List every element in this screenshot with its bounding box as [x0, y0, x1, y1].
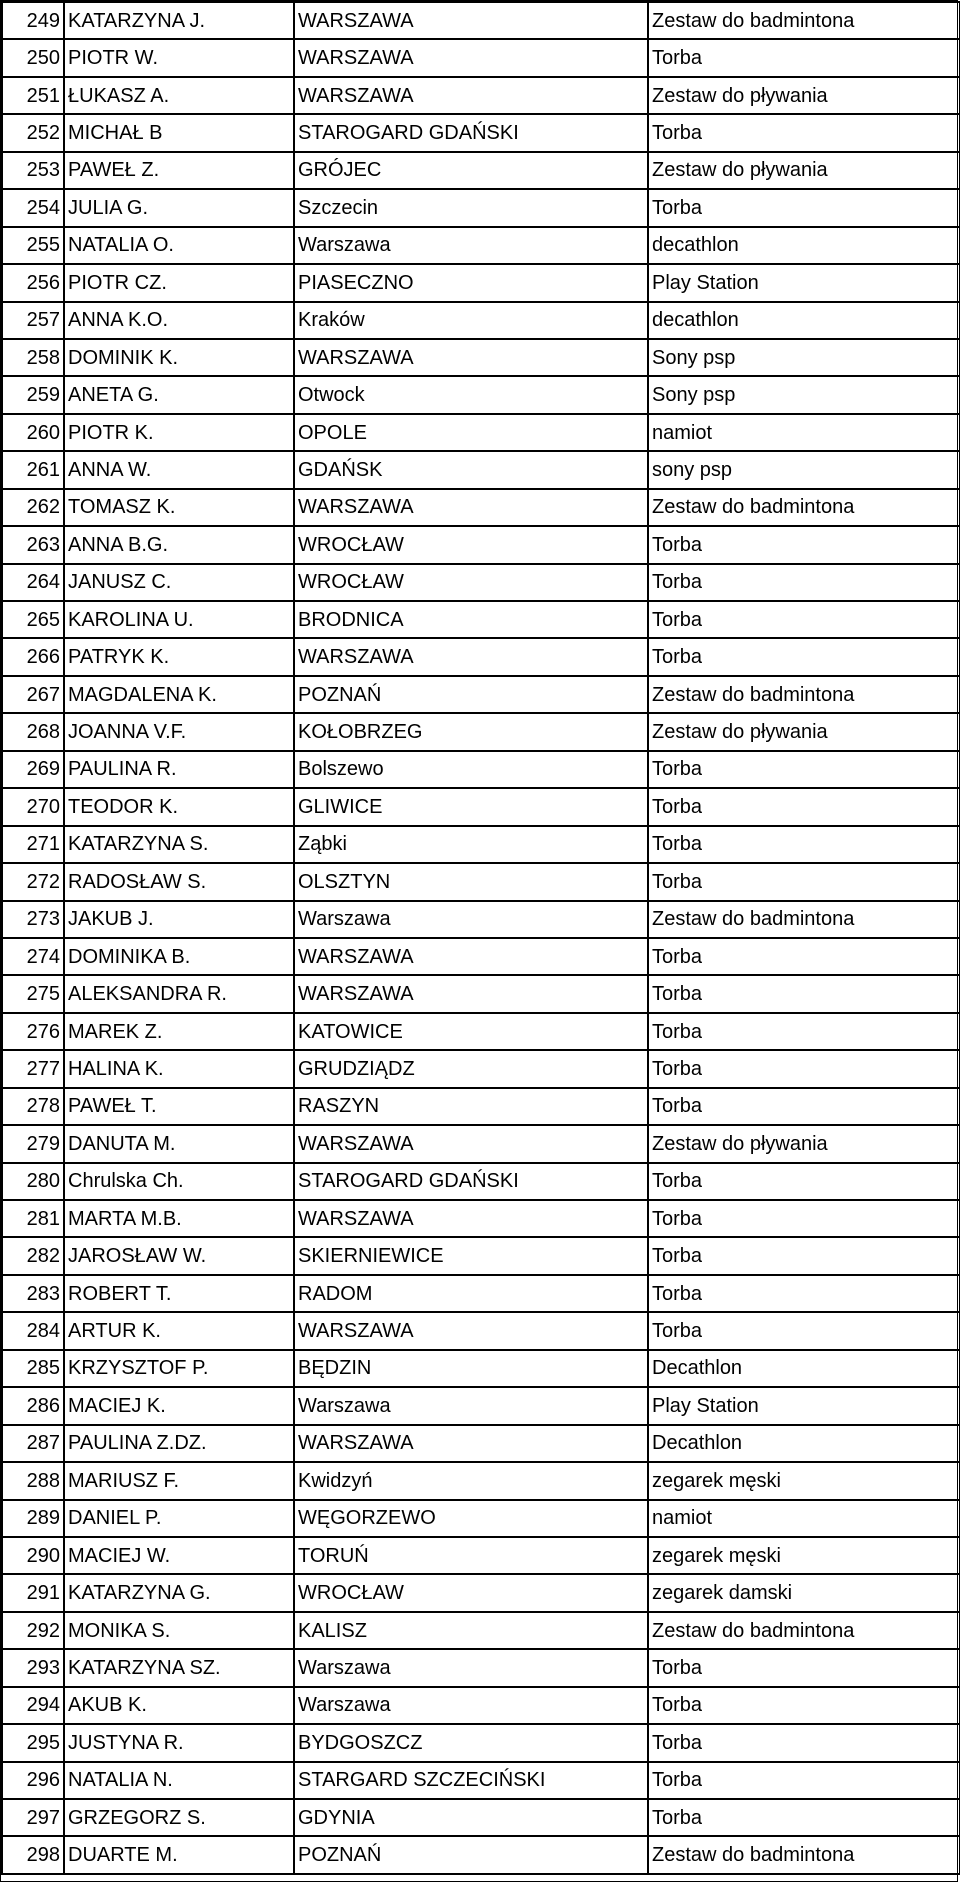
table-row — [2, 1836, 960, 1873]
city-cell: PIASECZNO — [294, 264, 648, 301]
winner-name-cell: Chrulska Ch. — [64, 1163, 294, 1200]
prize-cell: Zestaw do badmintona — [648, 489, 960, 526]
row-number-cell: 263 — [2, 526, 64, 563]
city-cell: WARSZAWA — [294, 1425, 648, 1462]
row-number-cell: 265 — [2, 601, 64, 638]
row-number-cell: 264 — [2, 564, 64, 601]
winner-name-cell: ANNA W. — [64, 451, 294, 488]
prize-cell: Play Station — [648, 1387, 960, 1424]
prize-cell: Zestaw do pływania — [648, 713, 960, 750]
table-row — [2, 1799, 960, 1836]
city-cell: Warszawa — [294, 227, 648, 264]
city-cell: TORUŃ — [294, 1537, 648, 1574]
city-cell: WARSZAWA — [294, 1125, 648, 1162]
prize-cell: Sony psp — [648, 376, 960, 413]
winner-name-cell: MAGDALENA K. — [64, 676, 294, 713]
prize-cell: Zestaw do badmintona — [648, 676, 960, 713]
prize-cell: Decathlon — [648, 1425, 960, 1462]
city-cell: WARSZAWA — [294, 1200, 648, 1237]
row-number-cell: 259 — [2, 376, 64, 413]
row-number-cell: 269 — [2, 751, 64, 788]
table-row — [2, 1125, 960, 1162]
city-cell: Warszawa — [294, 1387, 648, 1424]
table-row — [2, 1350, 960, 1387]
city-cell: BĘDZIN — [294, 1350, 648, 1387]
winner-name-cell: AKUB K. — [64, 1687, 294, 1724]
prize-cell: Torba — [648, 638, 960, 675]
row-number-cell: 293 — [2, 1649, 64, 1686]
table-row — [2, 1050, 960, 1087]
row-number-cell: 295 — [2, 1724, 64, 1761]
winner-name-cell: ALEKSANDRA R. — [64, 975, 294, 1012]
table-row — [2, 339, 960, 376]
winner-name-cell: PAWEŁ Z. — [64, 152, 294, 189]
table-row — [2, 676, 960, 713]
winner-name-cell: PIOTR K. — [64, 414, 294, 451]
city-cell: Warszawa — [294, 1649, 648, 1686]
row-number-cell: 277 — [2, 1050, 64, 1087]
table-row — [2, 451, 960, 488]
city-cell: STAROGARD GDAŃSKI — [294, 114, 648, 151]
winner-name-cell: MICHAŁ B — [64, 114, 294, 151]
city-cell: Warszawa — [294, 901, 648, 938]
winner-name-cell: PIOTR CZ. — [64, 264, 294, 301]
winner-name-cell: ANNA B.G. — [64, 526, 294, 563]
row-number-cell: 284 — [2, 1312, 64, 1349]
winner-name-cell: TOMASZ K. — [64, 489, 294, 526]
winner-name-cell: GRZEGORZ S. — [64, 1799, 294, 1836]
winner-name-cell: JANUSZ C. — [64, 564, 294, 601]
row-number-cell: 262 — [2, 489, 64, 526]
prize-cell: Torba — [648, 1724, 960, 1761]
winner-name-cell: MARTA M.B. — [64, 1200, 294, 1237]
row-number-cell: 287 — [2, 1425, 64, 1462]
prize-cell: Torba — [648, 526, 960, 563]
prize-cell: namiot — [648, 1500, 960, 1537]
table-row — [2, 638, 960, 675]
table-row — [2, 1425, 960, 1462]
city-cell: WARSZAWA — [294, 2, 648, 39]
city-cell: STAROGARD GDAŃSKI — [294, 1163, 648, 1200]
winner-name-cell: DANUTA M. — [64, 1125, 294, 1162]
table-row — [2, 1200, 960, 1237]
row-number-cell: 258 — [2, 339, 64, 376]
city-cell: BYDGOSZCZ — [294, 1724, 648, 1761]
table-row — [2, 1612, 960, 1649]
city-cell: WARSZAWA — [294, 339, 648, 376]
prize-cell: Torba — [648, 1275, 960, 1312]
city-cell: KALISZ — [294, 1612, 648, 1649]
city-cell: WARSZAWA — [294, 39, 648, 76]
winner-name-cell: ARTUR K. — [64, 1312, 294, 1349]
table-row — [2, 152, 960, 189]
city-cell: SKIERNIEWICE — [294, 1237, 648, 1274]
prize-cell: Torba — [648, 1312, 960, 1349]
city-cell: Warszawa — [294, 1687, 648, 1724]
row-number-cell: 297 — [2, 1799, 64, 1836]
table-row — [2, 938, 960, 975]
prize-cell: Torba — [648, 1088, 960, 1125]
row-number-cell: 294 — [2, 1687, 64, 1724]
row-number-cell: 275 — [2, 975, 64, 1012]
row-number-cell: 268 — [2, 713, 64, 750]
city-cell: RASZYN — [294, 1088, 648, 1125]
table-row — [2, 1687, 960, 1724]
row-number-cell: 274 — [2, 938, 64, 975]
winner-name-cell: MACIEJ W. — [64, 1537, 294, 1574]
city-cell: GRUDZIĄDZ — [294, 1050, 648, 1087]
table-row — [2, 1088, 960, 1125]
prize-cell: decathlon — [648, 302, 960, 339]
table-row — [2, 77, 960, 114]
prize-cell: Torba — [648, 564, 960, 601]
row-number-cell: 291 — [2, 1574, 64, 1611]
prize-cell: Torba — [648, 39, 960, 76]
winners-table — [1, 1, 960, 1875]
winner-name-cell: JULIA G. — [64, 189, 294, 226]
row-number-cell: 279 — [2, 1125, 64, 1162]
prize-cell: Torba — [648, 1237, 960, 1274]
winner-name-cell: DANIEL P. — [64, 1500, 294, 1537]
table-row — [2, 901, 960, 938]
winner-name-cell: KRZYSZTOF P. — [64, 1350, 294, 1387]
prize-cell: Torba — [648, 1762, 960, 1799]
prize-cell: Zestaw do pływania — [648, 1125, 960, 1162]
prize-cell: Zestaw do badmintona — [648, 901, 960, 938]
winner-name-cell: JAKUB J. — [64, 901, 294, 938]
table-row — [2, 1537, 960, 1574]
winner-name-cell: PAWEŁ T. — [64, 1088, 294, 1125]
table-row — [2, 1013, 960, 1050]
city-cell: WARSZAWA — [294, 1312, 648, 1349]
row-number-cell: 296 — [2, 1762, 64, 1799]
winner-name-cell: ANNA K.O. — [64, 302, 294, 339]
table-row — [2, 526, 960, 563]
prize-cell: Zestaw do pływania — [648, 77, 960, 114]
prize-cell: Zestaw do badmintona — [648, 1612, 960, 1649]
row-number-cell: 254 — [2, 189, 64, 226]
table-row — [2, 1724, 960, 1761]
winner-name-cell: PAULINA Z.DZ. — [64, 1425, 294, 1462]
prize-cell: Torba — [648, 114, 960, 151]
row-number-cell: 270 — [2, 788, 64, 825]
prize-cell: Sony psp — [648, 339, 960, 376]
city-cell: Kwidzyń — [294, 1462, 648, 1499]
prize-cell: Play Station — [648, 264, 960, 301]
winner-name-cell: NATALIA O. — [64, 227, 294, 264]
city-cell: Bolszewo — [294, 751, 648, 788]
winner-name-cell: ŁUKASZ A. — [64, 77, 294, 114]
city-cell: GDAŃSK — [294, 451, 648, 488]
table-row — [2, 1237, 960, 1274]
row-number-cell: 256 — [2, 264, 64, 301]
city-cell: WARSZAWA — [294, 938, 648, 975]
row-number-cell: 250 — [2, 39, 64, 76]
prize-cell: Torba — [648, 1050, 960, 1087]
prize-cell: Zestaw do badmintona — [648, 2, 960, 39]
city-cell: Ząbki — [294, 826, 648, 863]
table-row — [2, 1762, 960, 1799]
table-row — [2, 302, 960, 339]
winner-name-cell: PAULINA R. — [64, 751, 294, 788]
table-row — [2, 1163, 960, 1200]
winner-name-cell: DOMINIKA B. — [64, 938, 294, 975]
prize-cell: Torba — [648, 975, 960, 1012]
row-number-cell: 285 — [2, 1350, 64, 1387]
table-row — [2, 751, 960, 788]
prize-cell: Zestaw do pływania — [648, 152, 960, 189]
winner-name-cell: RADOSŁAW S. — [64, 863, 294, 900]
city-cell: WROCŁAW — [294, 526, 648, 563]
table-row — [2, 2, 960, 39]
table-row — [2, 1312, 960, 1349]
winner-name-cell: KATARZYNA S. — [64, 826, 294, 863]
table-row — [2, 264, 960, 301]
city-cell: WARSZAWA — [294, 975, 648, 1012]
row-number-cell: 253 — [2, 152, 64, 189]
row-number-cell: 266 — [2, 638, 64, 675]
city-cell: BRODNICA — [294, 601, 648, 638]
prize-cell: decathlon — [648, 227, 960, 264]
city-cell: POZNAŃ — [294, 1836, 648, 1873]
winner-name-cell: MONIKA S. — [64, 1612, 294, 1649]
winners-table-body — [2, 2, 960, 1874]
table-row — [2, 601, 960, 638]
prize-cell: Torba — [648, 788, 960, 825]
table-row — [2, 1462, 960, 1499]
table-row — [2, 975, 960, 1012]
table-row — [2, 1387, 960, 1424]
row-number-cell: 257 — [2, 302, 64, 339]
winner-name-cell: ROBERT T. — [64, 1275, 294, 1312]
city-cell: RADOM — [294, 1275, 648, 1312]
winner-name-cell: NATALIA N. — [64, 1762, 294, 1799]
winner-name-cell: HALINA K. — [64, 1050, 294, 1087]
city-cell: WĘGORZEWO — [294, 1500, 648, 1537]
city-cell: KATOWICE — [294, 1013, 648, 1050]
row-number-cell: 283 — [2, 1275, 64, 1312]
row-number-cell: 251 — [2, 77, 64, 114]
row-number-cell: 252 — [2, 114, 64, 151]
table-row — [2, 1649, 960, 1686]
city-cell: Otwock — [294, 376, 648, 413]
city-cell: OLSZTYN — [294, 863, 648, 900]
table-row — [2, 1574, 960, 1611]
city-cell: WARSZAWA — [294, 489, 648, 526]
winner-name-cell: KAROLINA U. — [64, 601, 294, 638]
table-row — [2, 713, 960, 750]
prize-cell: Torba — [648, 189, 960, 226]
row-number-cell: 278 — [2, 1088, 64, 1125]
prize-cell: Torba — [648, 1799, 960, 1836]
row-number-cell: 260 — [2, 414, 64, 451]
winner-name-cell: MAREK Z. — [64, 1013, 294, 1050]
row-number-cell: 288 — [2, 1462, 64, 1499]
city-cell: STARGARD SZCZECIŃSKI — [294, 1762, 648, 1799]
prize-cell: Torba — [648, 751, 960, 788]
table-row — [2, 489, 960, 526]
prize-cell: Torba — [648, 1649, 960, 1686]
row-number-cell: 276 — [2, 1013, 64, 1050]
city-cell: Kraków — [294, 302, 648, 339]
city-cell: WROCŁAW — [294, 1574, 648, 1611]
winner-name-cell: PATRYK K. — [64, 638, 294, 675]
winner-name-cell: TEODOR K. — [64, 788, 294, 825]
winner-name-cell: MACIEJ K. — [64, 1387, 294, 1424]
prize-cell: zegarek damski — [648, 1574, 960, 1611]
prize-cell: Decathlon — [648, 1350, 960, 1387]
prize-cell: Torba — [648, 1013, 960, 1050]
table-row — [2, 189, 960, 226]
city-cell: WARSZAWA — [294, 638, 648, 675]
winner-name-cell: DUARTE M. — [64, 1836, 294, 1873]
table-row — [2, 564, 960, 601]
row-number-cell: 281 — [2, 1200, 64, 1237]
row-number-cell: 280 — [2, 1163, 64, 1200]
winner-name-cell: ANETA G. — [64, 376, 294, 413]
winner-name-cell: PIOTR W. — [64, 39, 294, 76]
table-row — [2, 826, 960, 863]
prize-cell: zegarek męski — [648, 1537, 960, 1574]
row-number-cell: 292 — [2, 1612, 64, 1649]
row-number-cell: 271 — [2, 826, 64, 863]
prize-cell: Torba — [648, 1200, 960, 1237]
table-row — [2, 114, 960, 151]
winner-name-cell: KATARZYNA SZ. — [64, 1649, 294, 1686]
table-row — [2, 39, 960, 76]
row-number-cell: 272 — [2, 863, 64, 900]
table-row — [2, 414, 960, 451]
winner-name-cell: KATARZYNA J. — [64, 2, 294, 39]
row-number-cell: 282 — [2, 1237, 64, 1274]
row-number-cell: 255 — [2, 227, 64, 264]
city-cell: KOŁOBRZEG — [294, 713, 648, 750]
prize-cell: namiot — [648, 414, 960, 451]
prize-cell: sony psp — [648, 451, 960, 488]
row-number-cell: 298 — [2, 1836, 64, 1873]
row-number-cell: 286 — [2, 1387, 64, 1424]
winner-name-cell: JUSTYNA R. — [64, 1724, 294, 1761]
city-cell: POZNAŃ — [294, 676, 648, 713]
prize-cell: Torba — [648, 1163, 960, 1200]
row-number-cell: 249 — [2, 2, 64, 39]
city-cell: GRÓJEC — [294, 152, 648, 189]
row-number-cell: 273 — [2, 901, 64, 938]
city-cell: GDYNIA — [294, 1799, 648, 1836]
table-row — [2, 863, 960, 900]
prize-cell: Torba — [648, 1687, 960, 1724]
winner-name-cell: DOMINIK K. — [64, 339, 294, 376]
winner-name-cell: MARIUSZ F. — [64, 1462, 294, 1499]
winner-name-cell: JAROSŁAW W. — [64, 1237, 294, 1274]
prize-cell: zegarek męski — [648, 1462, 960, 1499]
city-cell: GLIWICE — [294, 788, 648, 825]
winner-name-cell: KATARZYNA G. — [64, 1574, 294, 1611]
city-cell: Szczecin — [294, 189, 648, 226]
table-row — [2, 1500, 960, 1537]
row-number-cell: 267 — [2, 676, 64, 713]
city-cell: WROCŁAW — [294, 564, 648, 601]
table-row — [2, 376, 960, 413]
prize-cell: Zestaw do badmintona — [648, 1836, 960, 1873]
table-row — [2, 788, 960, 825]
prize-cell: Torba — [648, 863, 960, 900]
city-cell: OPOLE — [294, 414, 648, 451]
row-number-cell: 289 — [2, 1500, 64, 1537]
prize-cell: Torba — [648, 938, 960, 975]
prize-cell: Torba — [648, 601, 960, 638]
table-row — [2, 227, 960, 264]
city-cell: WARSZAWA — [294, 77, 648, 114]
table-row — [2, 1275, 960, 1312]
row-number-cell: 290 — [2, 1537, 64, 1574]
prize-cell: Torba — [648, 826, 960, 863]
winner-name-cell: JOANNA V.F. — [64, 713, 294, 750]
row-number-cell: 261 — [2, 451, 64, 488]
